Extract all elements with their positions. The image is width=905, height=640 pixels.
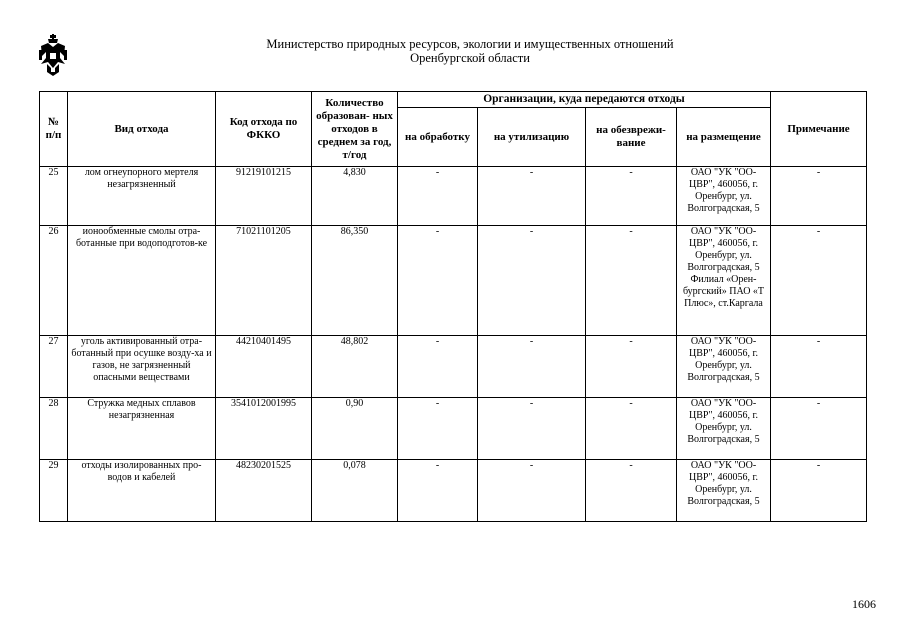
row-utilization: - [478,336,586,398]
row-placement: ОАО "УК "ОО-ЦВР", 460056, г. Оренбург, ул. Волгоградская, 5 [677,460,771,522]
table-row [40,460,867,522]
coat-of-arms-icon [38,34,68,76]
waste-table [39,91,867,522]
row-fkko-code: 48230201525 [216,460,312,522]
row-fkko-code: 3541012001995 [216,398,312,460]
row-quantity: 86,350 [312,226,398,336]
row-note: - [771,167,867,226]
header-organizations: Организации, куда передаются отходы [398,92,771,108]
row-num: 25 [40,167,68,226]
header-note: Примечание [771,92,867,167]
row-waste-type: ионообменные смолы отра-ботанные при водоподготов-ке [68,226,216,336]
row-num: 28 [40,398,68,460]
row-waste-type: отходы изолированных про-водов и кабелей [68,460,216,522]
table-row [40,167,867,226]
header-neutralization: на обезврежи- вание [586,108,677,167]
row-note: - [771,398,867,460]
row-neutralization: - [586,460,677,522]
header-num: № п/п [40,92,68,167]
table-row [40,398,867,460]
row-num: 27 [40,336,68,398]
header-utilization: на утилизацию [478,108,586,167]
row-processing: - [398,336,478,398]
row-note: - [771,336,867,398]
row-fkko-code: 91219101215 [216,167,312,226]
row-utilization: - [478,167,586,226]
row-placement: ОАО "УК "ОО-ЦВР", 460056, г. Оренбург, ул. Волгоградская, 5 Филиал «Орен-бургский» ПАО «Т Плюс», ст.Каргала [677,226,771,336]
row-utilization: - [478,398,586,460]
table-row [40,226,867,336]
row-note: - [771,226,867,336]
row-placement: ОАО "УК "ОО-ЦВР", 460056, г. Оренбург, ул. Волгоградская, 5 [677,398,771,460]
row-placement: ОАО "УК "ОО-ЦВР", 460056, г. Оренбург, ул. Волгоградская, 5 [677,167,771,226]
row-quantity: 4,830 [312,167,398,226]
row-quantity: 48,802 [312,336,398,398]
header-fkko-code: Код отхода по ФККО [216,92,312,167]
row-processing: - [398,167,478,226]
row-fkko-code: 44210401495 [216,336,312,398]
row-num: 26 [40,226,68,336]
row-utilization: - [478,226,586,336]
row-waste-type: Стружка медных сплавов незагрязненная [68,398,216,460]
row-neutralization: - [586,398,677,460]
header-waste-type: Вид отхода [68,92,216,167]
table-row [40,336,867,398]
row-processing: - [398,460,478,522]
header-quantity: Количество образован- ных отходов в среднем за год, т/год [312,92,398,167]
row-waste-type: лом огнеупорного мертеля незагрязненный [68,167,216,226]
row-quantity: 0,90 [312,398,398,460]
row-neutralization: - [586,226,677,336]
region-name: Оренбургской области [410,51,530,65]
row-placement: ОАО "УК "ОО-ЦВР", 460056, г. Оренбург, ул. Волгоградская, 5 [677,336,771,398]
row-fkko-code: 71021101205 [216,226,312,336]
row-waste-type: уголь активированный отра-ботанный при осушке возду-ха и газов, не загрязненный опасными веществами [68,336,216,398]
row-note: - [771,460,867,522]
row-processing: - [398,398,478,460]
row-neutralization: - [586,167,677,226]
row-num: 29 [40,460,68,522]
row-processing: - [398,226,478,336]
page-number: 1606 [852,597,876,611]
row-neutralization: - [586,336,677,398]
row-utilization: - [478,460,586,522]
document-header [120,37,820,65]
row-quantity: 0,078 [312,460,398,522]
ministry-name: Министерство природных ресурсов, экологии и имущественных отношений [266,37,674,51]
header-processing: на обработку [398,108,478,167]
header-placement: на размещение [677,108,771,167]
